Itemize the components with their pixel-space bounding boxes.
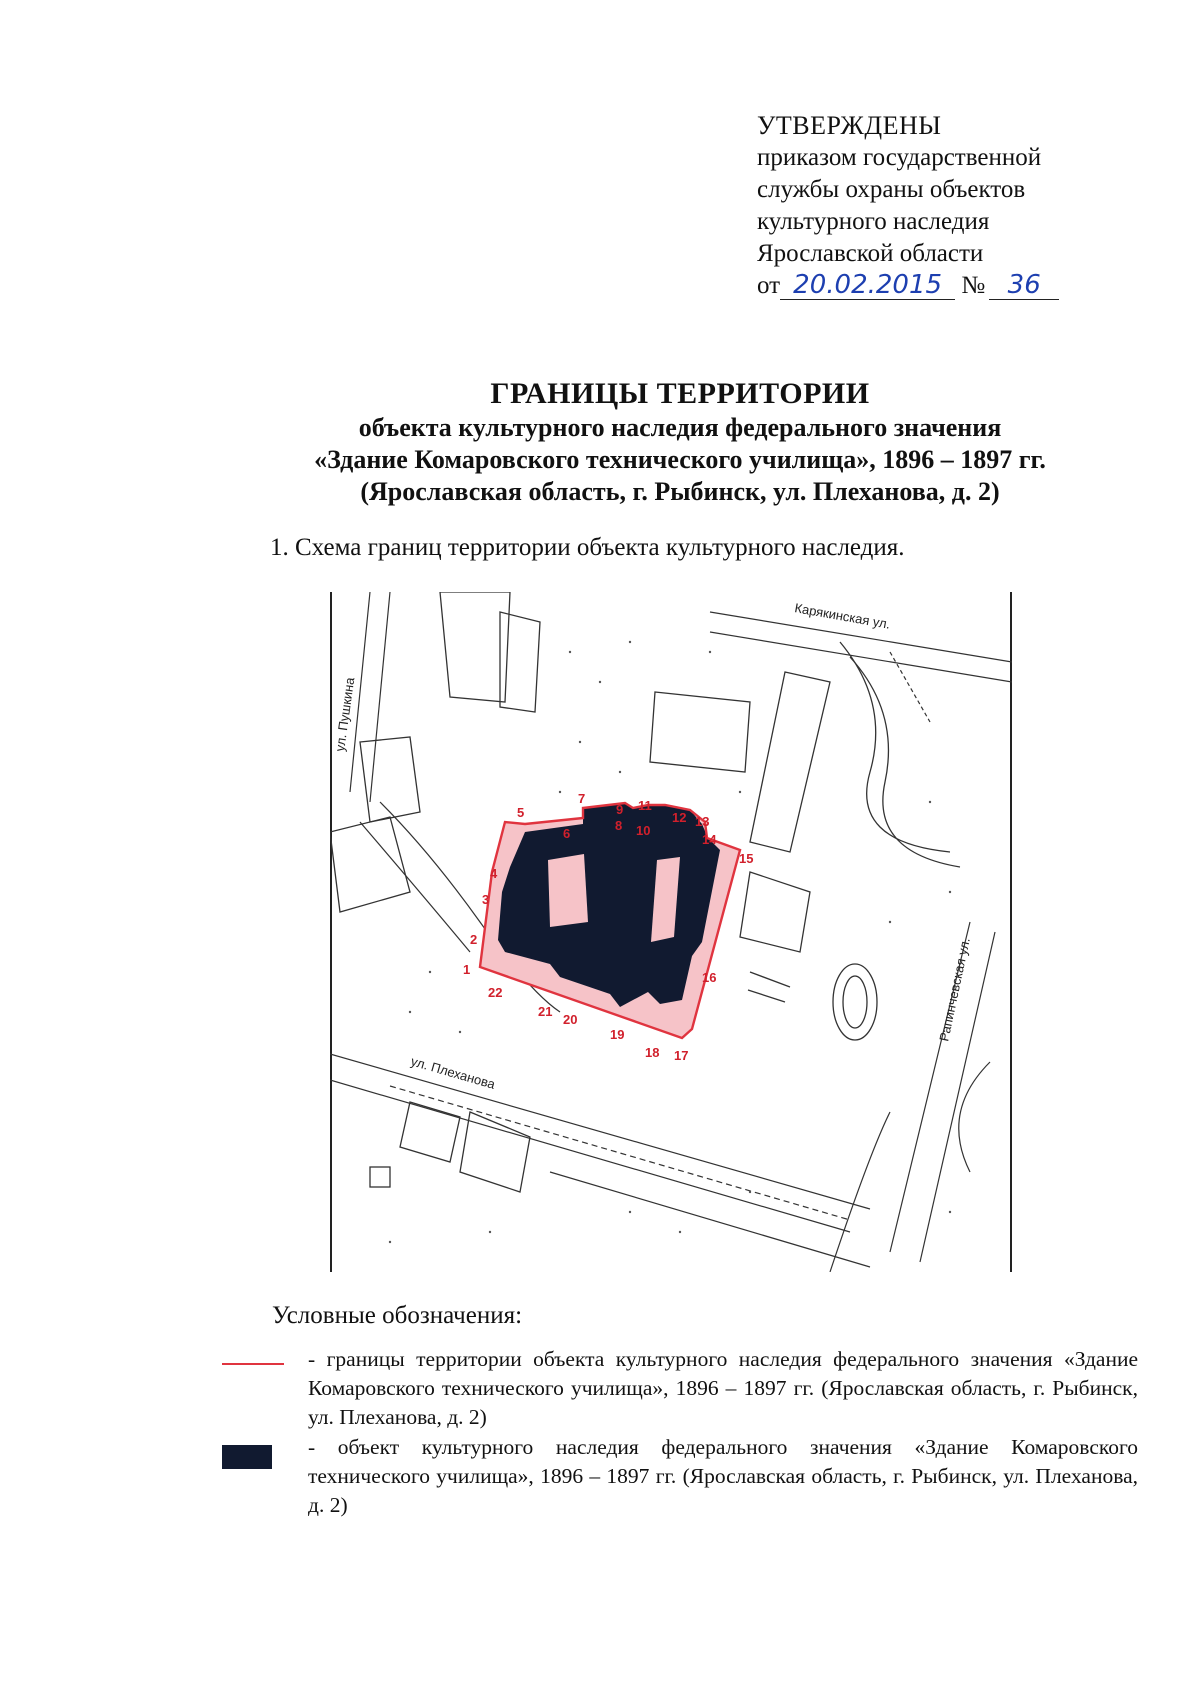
boundary-point-label: 5 — [517, 805, 525, 820]
boundary-point-label: 15 — [739, 851, 754, 866]
document-title — [240, 376, 1120, 508]
boundary-point-label: 22 — [488, 985, 503, 1000]
number-label: № — [961, 272, 986, 299]
boundary-point-label: 1 — [463, 962, 471, 977]
date-prefix: от — [757, 272, 781, 299]
title-line-3: «Здание Комаровского технического училища», 1896 – 1897 гг. — [314, 445, 1046, 474]
boundary-point-label: 18 — [645, 1045, 660, 1060]
boundary-point-label: 16 — [702, 970, 717, 985]
boundary-point-label: 21 — [538, 1004, 553, 1019]
boundary-point-label: 6 — [563, 826, 571, 841]
boundary-point-label: 10 — [636, 823, 651, 838]
street-label-karyakinskaya: Карякинская ул. — [793, 600, 892, 632]
boundary-line-symbol — [222, 1363, 284, 1365]
courtyard-west — [548, 854, 588, 927]
boundary-point-label: 17 — [674, 1048, 689, 1063]
boundary-point-label: 3 — [482, 892, 490, 907]
approval-date-line — [757, 270, 1097, 302]
approval-number-handwritten: 36 — [989, 271, 1059, 300]
boundary-point-label: 7 — [578, 791, 586, 806]
approval-line-4: культурного наследия — [757, 208, 990, 235]
approval-block — [757, 110, 1097, 302]
boundary-point-label: 4 — [490, 866, 498, 881]
legend-text-boundary: - границы территории объекта культурного наследия федерального значения «Здание Комаровского технического училища», 1896 – 1897 гг. (Ярославская область, г. Рыбинск, ул. Плеханова, д. 2) — [308, 1347, 1138, 1429]
object-fill-symbol — [222, 1445, 272, 1469]
street-label-plekhanova: ул. Плеханова — [409, 1053, 497, 1092]
approval-line-3: службы охраны объектов — [757, 176, 1026, 203]
title-line-2: объекта культурного наследия федерального значения — [358, 413, 1002, 442]
legend-text-object: - объект культурного наследия федерального значения «Здание Комаровского технического училища», 1896 – 1897 гг. (Ярославская область, г. Рыбинск, ул. Плеханова, д. 2) — [308, 1435, 1138, 1517]
approval-date-handwritten: 20.02.2015 — [780, 271, 955, 300]
approval-line-5: Ярославской области — [757, 240, 984, 267]
boundary-point-label: 13 — [695, 814, 710, 829]
legend-item-object — [218, 1433, 1138, 1520]
boundary-point-label: 8 — [615, 818, 623, 833]
boundary-point-label: 19 — [610, 1027, 625, 1042]
boundary-point-label: 12 — [672, 810, 687, 825]
legend-heading: Условные обозначения: — [272, 1302, 523, 1329]
boundary-point-label: 9 — [616, 802, 624, 817]
title-line-4: (Ярославская область, г. Рыбинск, ул. Плеханова, д. 2) — [360, 477, 1000, 506]
boundary-point-label: 14 — [702, 832, 717, 847]
section-heading: 1. Схема границ территории объекта культурного наследия. — [270, 534, 905, 561]
legend-item-boundary — [218, 1345, 1138, 1432]
boundary-point-label: 20 — [563, 1012, 578, 1027]
boundary-map — [330, 592, 1012, 1272]
street-label-rapinchevskaya: Рапинчевская ул. — [936, 936, 973, 1043]
title-line-1: ГРАНИЦЫ ТЕРРИТОРИИ — [490, 377, 870, 410]
approval-line-2: приказом государственной — [757, 144, 1042, 171]
approval-title: УТВЕРЖДЕНЫ — [757, 111, 942, 140]
boundary-point-label: 2 — [470, 932, 478, 947]
map-svg — [330, 592, 1012, 1272]
street-label-pushkina: ул. Пушкина — [332, 676, 358, 753]
boundary-point-label: 11 — [638, 798, 652, 813]
